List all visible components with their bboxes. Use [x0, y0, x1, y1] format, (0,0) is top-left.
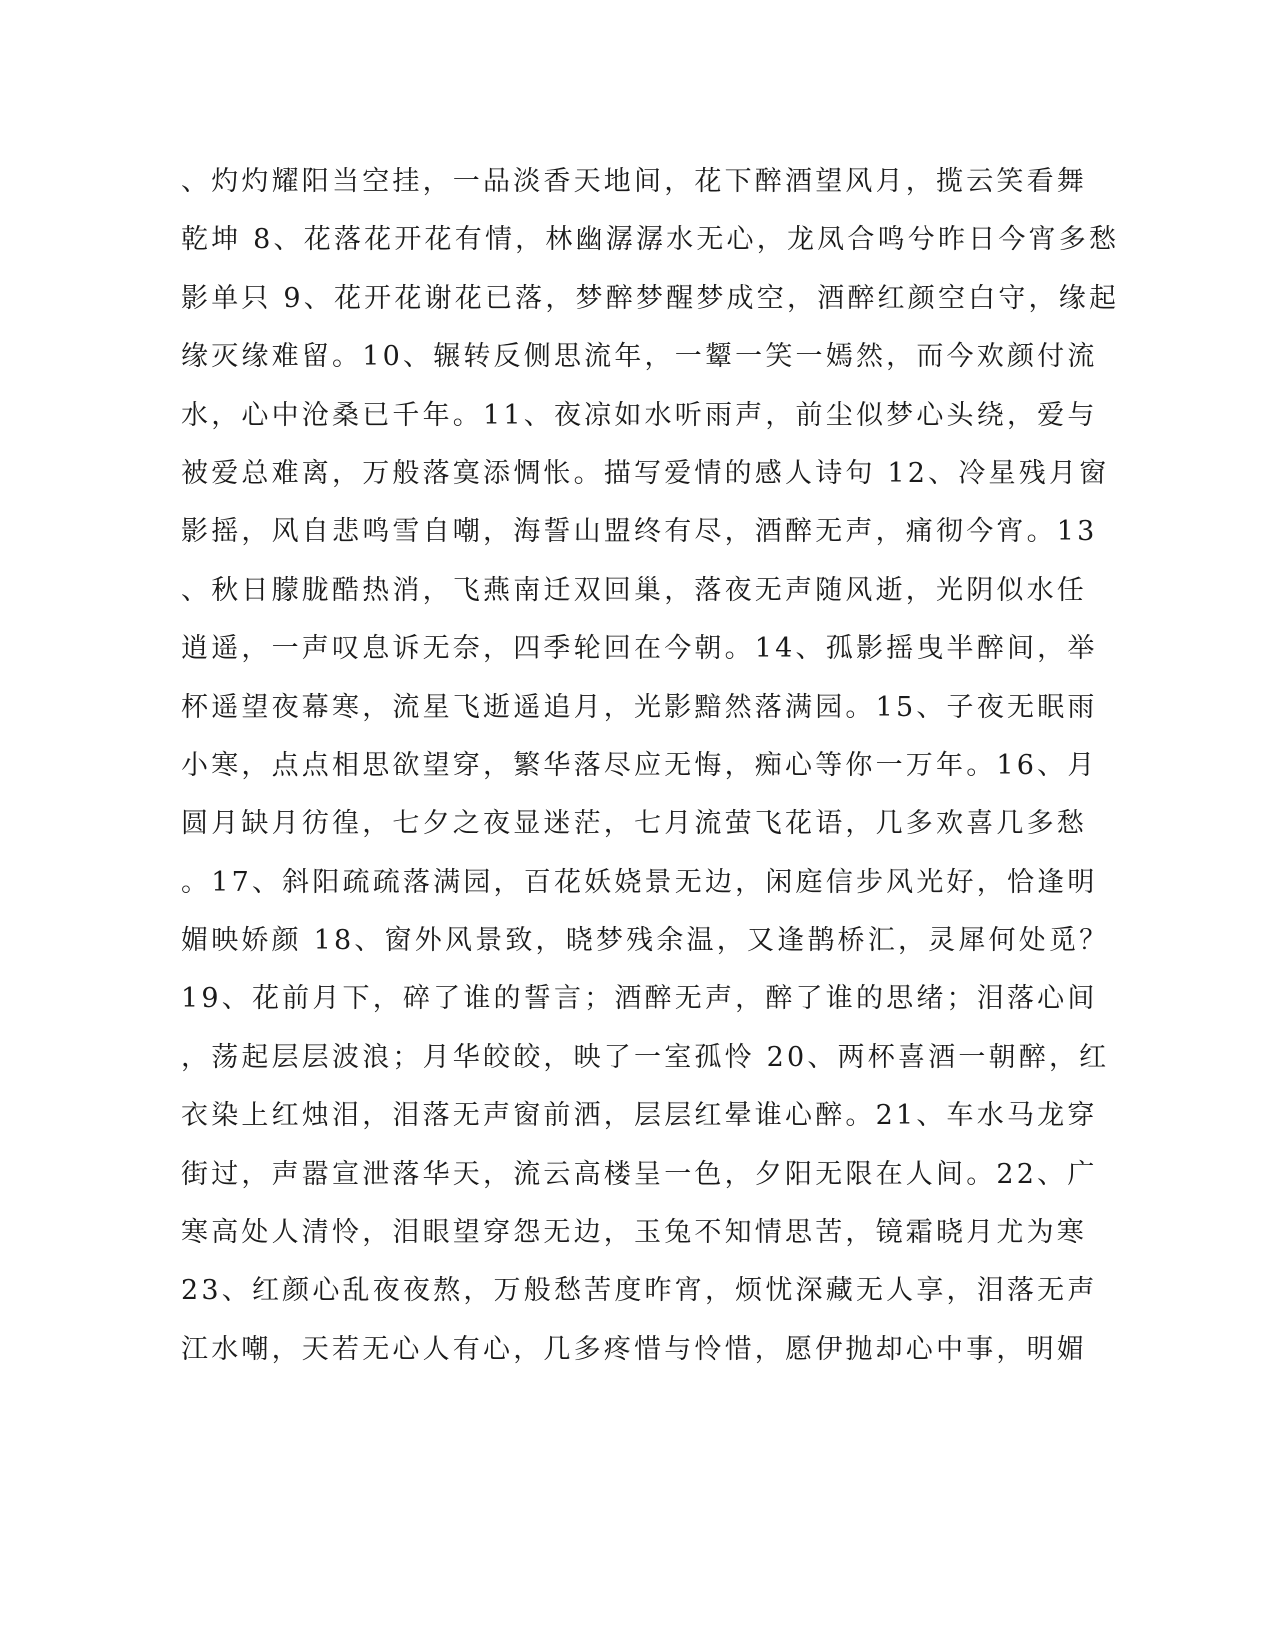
text-line: 、秋日朦胧酷热消，飞燕南迁双回巢，落夜无声随风逝，光阴似水任 — [181, 574, 1087, 606]
text-line: 寒高处人清怜，泪眼望穿怨无边，玉兔不知情思苦，镜霜晓月尤为寒 — [181, 1217, 1087, 1249]
text-line: 小寒，点点相思欲望穿，繁华落尽应无悔，痴心等你一万年。16、月 — [181, 749, 1098, 781]
text-line: 杯遥望夜幕寒，流星飞逝遥追月，光影黯然落满园。15、子夜无眠雨 — [181, 691, 1098, 723]
text-line: 圆月缺月彷徨，七夕之夜显迷茫，七月流萤飞花语，几多欢喜几多愁 — [181, 808, 1087, 840]
text-line: 江水嘲，天若无心人有心，几多疼惜与怜惜，愿伊抛却心中事，明媚 — [181, 1333, 1087, 1365]
text-line: 媚映娇颜 18、窗外风景致，晓梦残余温，又逢鹊桥汇，灵犀何处觅？ — [181, 925, 1110, 957]
text-line: 、灼灼耀阳当空挂，一品淡香天地间，花下醉酒望风月，揽云笑看舞 — [181, 166, 1087, 197]
text-line: 19、花前月下，碎了谁的誓言；酒醉无声，醉了谁的思绪；泪落心间 — [181, 983, 1098, 1015]
text-line: 乾坤 8、花落花开花有情，林幽潺潺水无心，龙凤合鸣兮昨日今宵多愁 — [181, 224, 1120, 256]
text-line: 水，心中沧桑已千年。11、夜凉如水听雨声，前尘似梦心头绕，爱与 — [181, 399, 1098, 431]
text-line: 街过，声嚣宣泄落华天，流云高楼呈一色，夕阳无限在人间。22、广 — [181, 1158, 1098, 1190]
text-line: 衣染上红烛泪，泪落无声窗前洒，层层红晕谁心醉。21、车水马龙穿 — [181, 1100, 1098, 1132]
text-line: 23、红颜心乱夜夜熬，万般愁苦度昨宵，烦忧深藏无人享，泪落无声 — [181, 1275, 1098, 1307]
text-line: 。17、斜阳疏疏落满园，百花妖娆景无边，闲庭信步风光好，恰逢明 — [181, 866, 1098, 898]
text-line: 被爱总难离，万般落寞添惆怅。描写爱情的感人诗句 12、冷星残月窗 — [181, 457, 1110, 489]
body-text — [181, 161, 1120, 1387]
text-line: ，荡起层层波浪；月华皎皎，映了一室孤怜 20、两杯喜酒一朝醉，红 — [181, 1041, 1110, 1073]
text-line: 影摇，风自悲鸣雪自嘲，海誓山盟终有尽，酒醉无声，痛彻今宵。13 — [181, 516, 1098, 548]
text-line: 影单只 9、花开花谢花已落，梦醉梦醒梦成空，酒醉红颜空白守，缘起 — [181, 282, 1120, 314]
text-line: 缘灭缘难留。10、辗转反侧思流年，一颦一笑一嫣然，而今欢颜付流 — [181, 341, 1098, 373]
text-line: 逍遥，一声叹息诉无奈，四季轮回在今朝。14、孤影摇曳半醉间，举 — [181, 633, 1098, 665]
